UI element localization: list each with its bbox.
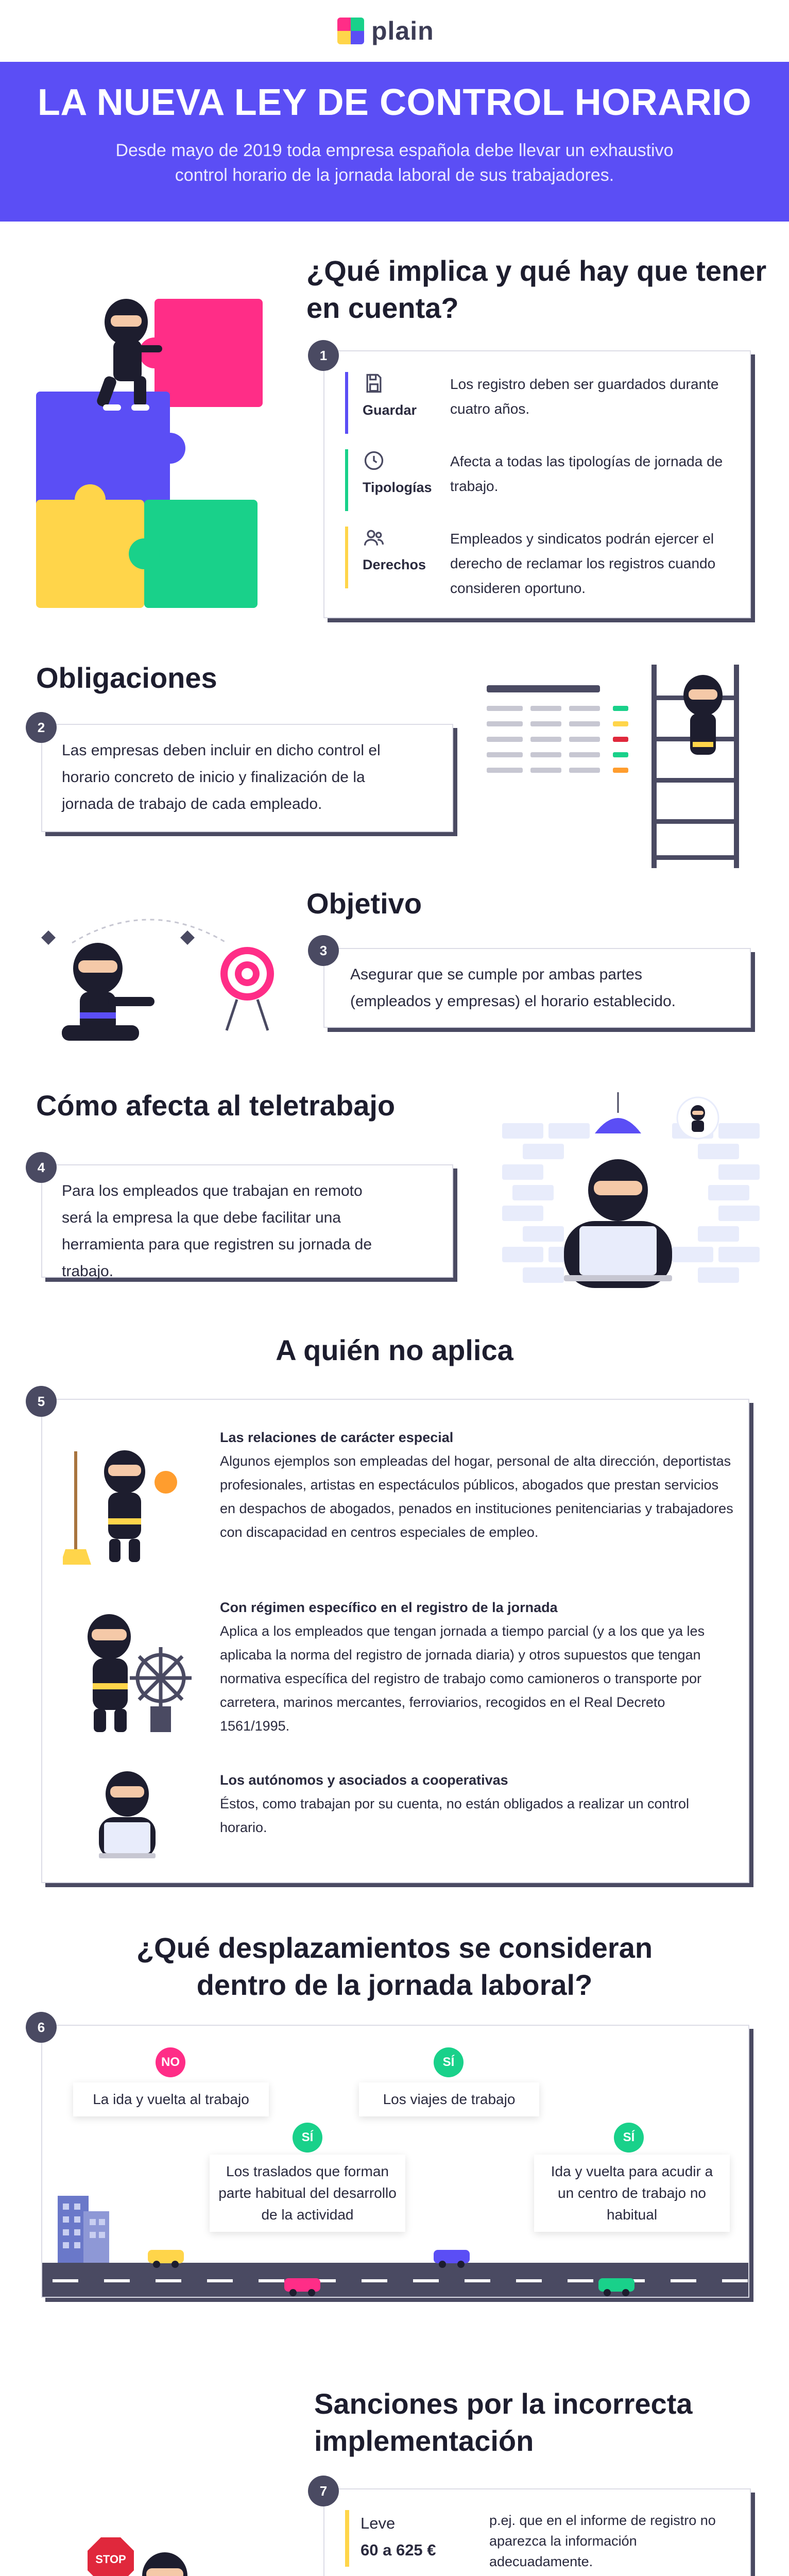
step-badge-3: 3 xyxy=(308,935,339,966)
trip-tag-yes: SÍ xyxy=(614,2123,644,2153)
section-6-card xyxy=(41,2025,749,2298)
exclusion-body: Aplica a los empleados que tengan jornada a tiempo parcial (y a los que ya les aplicaba la norma del registro de jornada diaria) y otros supuestos que tengan normativa específica del registro de trabajo como camioneros o transporte por carretera, marinos mercantes, ferroviarios, recogidos en el Real Decreto 1561/1995. xyxy=(220,1623,705,1734)
step-badge-6: 6 xyxy=(26,2012,57,2043)
step-badge-5: 5 xyxy=(26,1386,57,1417)
section-3-text: Asegurar que se cumple por ambas partes (empleados y empresas) el horario establecido. xyxy=(350,966,676,1010)
section-5-card xyxy=(41,1399,749,1883)
section-7-title xyxy=(314,2385,692,2460)
section-7-title-line2: implementación xyxy=(314,2425,534,2457)
rule-description: Los registro deben ser guardados durante cuatro años. xyxy=(450,376,719,417)
rule-description: Empleados y sindicatos podrán ejercer el derecho de reclamar los registros cuando consideren oportuno. xyxy=(450,531,716,596)
exclusion-heading: Los autónomos y asociados a cooperativas xyxy=(220,1772,508,1788)
section-5-title: A quién no aplica xyxy=(276,1334,513,1366)
section-3-title: Objetivo xyxy=(306,887,422,920)
trip-tag-yes: SÍ xyxy=(293,2123,322,2153)
helm-ninja-illustration xyxy=(63,1606,202,1740)
target-illustration xyxy=(31,907,299,1056)
hero-banner xyxy=(0,62,789,222)
ship-wheel-icon xyxy=(130,1647,192,1709)
section-6-title-line1: ¿Qué desplazamientos se consideran xyxy=(136,1931,653,1964)
step-badge-1: 1 xyxy=(308,340,339,371)
trip-tag-no: NO xyxy=(156,2047,185,2077)
section-1-card xyxy=(323,350,751,618)
trip-card-habitual: Los traslados que forman parte habitual del desarrollo de la actividad xyxy=(210,2155,405,2232)
basketball-icon xyxy=(155,1471,177,1494)
section-4-title: Cómo afecta al teletrabajo xyxy=(36,1089,396,1122)
brand-logo[interactable] xyxy=(337,14,434,47)
step-badge-7: 7 xyxy=(308,2476,339,2506)
puzzle-illustration xyxy=(31,278,273,618)
section-7-title-line1: Sanciones por la incorrecta xyxy=(314,2387,693,2420)
page-subtitle: Desde mayo de 2019 toda empresa española debe llevar un exhaustivo control horario de la jornada laboral de sus trabajadores. xyxy=(115,141,674,185)
laptop-ninja-illustration xyxy=(78,1766,181,1863)
ninja-icon xyxy=(62,943,155,1041)
section-6-title xyxy=(0,1929,789,2004)
rule-description: Afecta a todas las tipologías de jornada de trabajo. xyxy=(450,453,723,494)
broom-ninja-illustration xyxy=(63,1441,192,1570)
sanction-description: p.ej. que en el informe de registro no aparezca la información adecuadamente. xyxy=(489,2513,716,2569)
buildings-icon xyxy=(58,2196,109,2268)
step-badge-4: 4 xyxy=(26,1152,57,1183)
trip-tag-yes: SÍ xyxy=(434,2047,464,2077)
section-6-title-line2: dentro de la jornada laboral? xyxy=(196,1969,593,2001)
exclusion-item-3 xyxy=(220,1768,735,1839)
rule-row-rights xyxy=(345,527,739,601)
road-illustration xyxy=(42,2191,749,2298)
exclusion-body: Éstos, como trabajan por su cuenta, no están obligados a realizar un control horario. xyxy=(220,1796,690,1835)
rule-label: Derechos xyxy=(363,557,426,572)
step-badge-2: 2 xyxy=(26,712,57,743)
brand-name: plain xyxy=(371,16,434,45)
remote-work-illustration xyxy=(502,1092,760,1293)
trip-card-business: Los viajes de trabajo xyxy=(359,2082,539,2116)
section-3-card xyxy=(323,948,751,1028)
section-1-title-line1: ¿Qué implica y qué hay que tener xyxy=(306,255,767,287)
trip-card-non-habitual: Ida y vuelta para acudir a un centro de trabajo no habitual xyxy=(534,2155,730,2232)
exclusion-body: Algunos ejemplos son empleadas del hogar, personal de alta dirección, deportistas profesionales, artistas en espectáculos públicos, abogados que prestan servicios en despachos de abogados, penados en instituciones penitenciarias y trabajadores con discapacidad en centros especiales de empleo. xyxy=(220,1453,733,1540)
exclusion-heading: Con régimen específico en el registro de la jornada xyxy=(220,1600,558,1615)
rule-label: Guardar xyxy=(363,402,417,418)
rule-row-types xyxy=(345,449,739,511)
stop-sign-label: STOP xyxy=(95,2553,126,2566)
save-icon xyxy=(363,372,385,395)
ladder-illustration xyxy=(482,665,749,871)
exclusion-item-1 xyxy=(220,1426,735,1544)
laptop-icon xyxy=(104,1822,150,1853)
rule-row-save xyxy=(345,372,739,434)
sanction-amount: 60 a 625 € xyxy=(361,2541,436,2559)
ninja-icon xyxy=(683,675,723,755)
rule-label: Tipologías xyxy=(363,480,432,495)
plain-logo-icon xyxy=(337,18,364,44)
page-title: LA NUEVA LEY DE CONTROL HORARIO xyxy=(37,82,752,123)
users-icon xyxy=(363,527,385,549)
section-4-card xyxy=(41,1164,453,1278)
top-bar xyxy=(0,0,789,62)
clock-icon xyxy=(363,449,385,472)
section-2-title: Obligaciones xyxy=(36,662,217,694)
section-2-card xyxy=(41,724,453,832)
sanction-level: Leve xyxy=(361,2514,396,2532)
section-2-text: Las empresas deben incluir en dicho control el horario concreto de inicio y finalización de la jornada de trabajo de cada empleado. xyxy=(62,742,381,812)
trip-card-commute: La ida y vuelta al trabajo xyxy=(73,2082,269,2116)
sanction-row-leve xyxy=(345,2510,726,2572)
section-1-title xyxy=(306,252,766,327)
exclusion-item-2 xyxy=(220,1596,735,1738)
section-4-text: Para los empleados que trabajan en remoto será la empresa la que debe facilitar una herramienta para que registren su jornada de trabajo. xyxy=(62,1182,372,1280)
exclusion-heading: Las relaciones de carácter especial xyxy=(220,1430,454,1445)
stop-ninja-illustration xyxy=(82,2532,227,2576)
section-7-card xyxy=(323,2488,751,2576)
laptop-icon xyxy=(579,1226,657,1275)
section-1-title-line2: en cuenta? xyxy=(306,292,459,324)
